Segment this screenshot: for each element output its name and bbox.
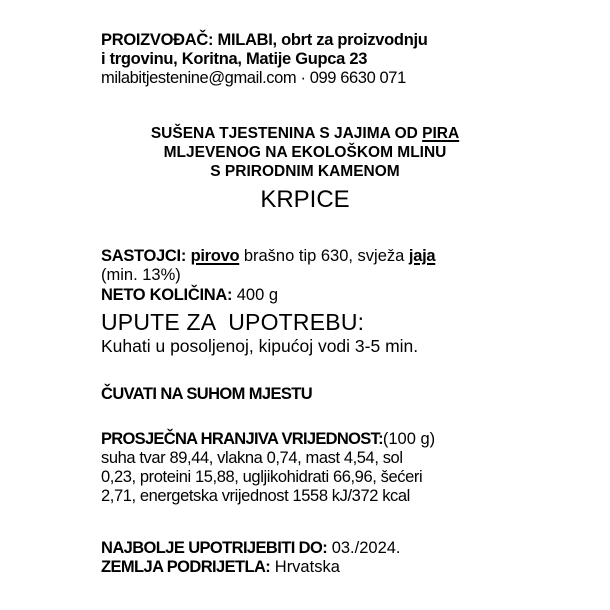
best-before — [101, 539, 401, 558]
net-quantity-label: NETO KOLIČINA: — [101, 286, 233, 304]
ingredient-spelt: pirovo — [190, 247, 240, 265]
nutrition-heading — [101, 430, 435, 449]
origin-value: Hrvatska — [270, 558, 340, 576]
net-quantity-value: 400 g — [232, 286, 279, 304]
ingredient-eggs: jaja — [408, 247, 436, 265]
best-before-date: 03./2024. — [327, 539, 401, 557]
storage-instructions: ČUVATI NA SUHOM MJESTU — [101, 385, 313, 403]
nutrition-line-3: 2,71, energetska vrijednost 1558 kJ/372 kcal — [101, 487, 410, 505]
nutrition-basis: (100 g) — [382, 430, 436, 448]
producer-name: MILABI, obrt za proizvodnju — [217, 31, 428, 49]
title-line-2: MLJEVENOG NA EKOLOŠKOM MLINU — [163, 144, 447, 161]
best-before-label: NAJBOLJE UPOTRIJEBITI DO: — [101, 539, 328, 557]
net-quantity — [101, 286, 278, 305]
producer-contact: milabitjestenine@gmail.com · 099 6630 071 — [101, 69, 406, 87]
ingredients-line-2: (min. 13%) — [101, 266, 181, 284]
nutrition-line-2: 0,23, proteini 15,88, ugljikohidrati 66,96, šećeri — [101, 468, 423, 486]
instructions-heading: UPUTE ZA UPOTREBU: — [101, 309, 365, 335]
ingredients-label: SASTOJCI: — [101, 247, 187, 265]
ingredients-line-1 — [101, 247, 435, 266]
producer-address: i trgovinu, Koritna, Matije Gupca 23 — [101, 50, 368, 68]
ingredient-flour: brašno tip 630, svježa — [239, 247, 409, 265]
origin-label: ZEMLJA PODRIJETLA: — [101, 558, 271, 576]
instructions-text: Kuhati u posoljenoj, kipućoj vodi 3-5 min. — [101, 336, 419, 356]
product-name: KRPICE — [260, 186, 350, 213]
title-line-3: S PRIRODNIM KAMENOM — [210, 163, 400, 180]
nutrition-line-1: suha tvar 89,44, vlakna 0,74, mast 4,54, sol — [101, 449, 403, 467]
producer-line-1 — [101, 31, 428, 50]
nutrition-label: PROSJEČNA HRANJIVA VRIJEDNOST: — [101, 430, 383, 448]
title-spelt-underlined: PIRA — [422, 125, 460, 142]
title-line-1-text: SUŠENA TJESTENINA S JAJIMA OD — [150, 125, 423, 142]
country-of-origin — [101, 558, 340, 577]
title-line-1 — [0, 124, 610, 143]
producer-label: PROIZVOĐAČ: — [101, 31, 214, 49]
